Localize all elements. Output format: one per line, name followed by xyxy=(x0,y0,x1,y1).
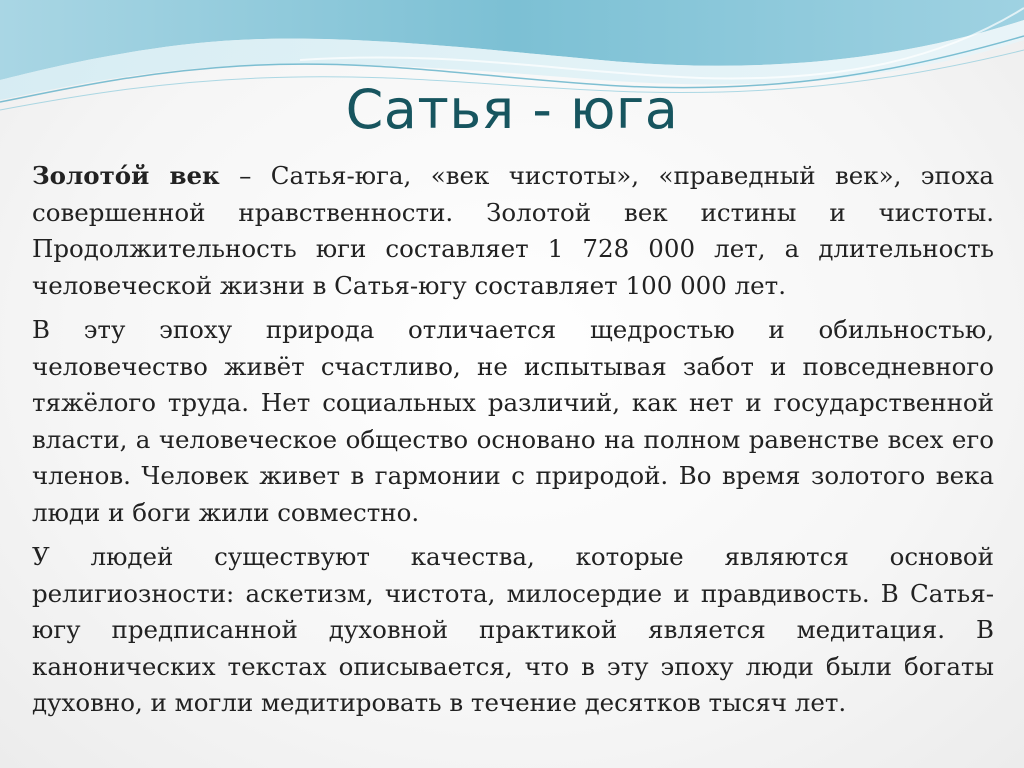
paragraph-2: В эту эпоху природа отличается щедростью и обильностью, человечество живёт счастливо, не испытывая забот и повседневного тяжёлого труда. Нет социальных различий, как нет и государственной власти, а человеческое общество основано на полном равенстве всех его членов. Человек живет в гармонии с природой. Во время золотого века люди и боги жили совместно. xyxy=(32,315,994,527)
slide-body xyxy=(32,158,994,730)
paragraph-1 xyxy=(32,158,994,304)
paragraph-1-text: – Сатья-юга, «век чистоты», «праведный век», эпоха совершенной нравственности. Золотой век истины и чистоты. Продолжительность юги составляет 1 728 000 лет, а длительность человеческой жизни в Сатья-югу составляет 100 000 лет. xyxy=(32,161,994,300)
paragraph-1-lead: Золото́й век xyxy=(32,161,220,190)
paragraph-3: У людей существуют качества, которые являются основой религиозности: аскетизм, чистота, милосердие и правдивость. В Сатья-югу предписанной духовной практикой является медитация. В канонических текстах описывается, что в эту эпоху люди были богаты духовно, и могли медитировать в течение десятков тысяч лет. xyxy=(32,542,994,717)
slide-title: Сатья - юга xyxy=(345,78,679,141)
